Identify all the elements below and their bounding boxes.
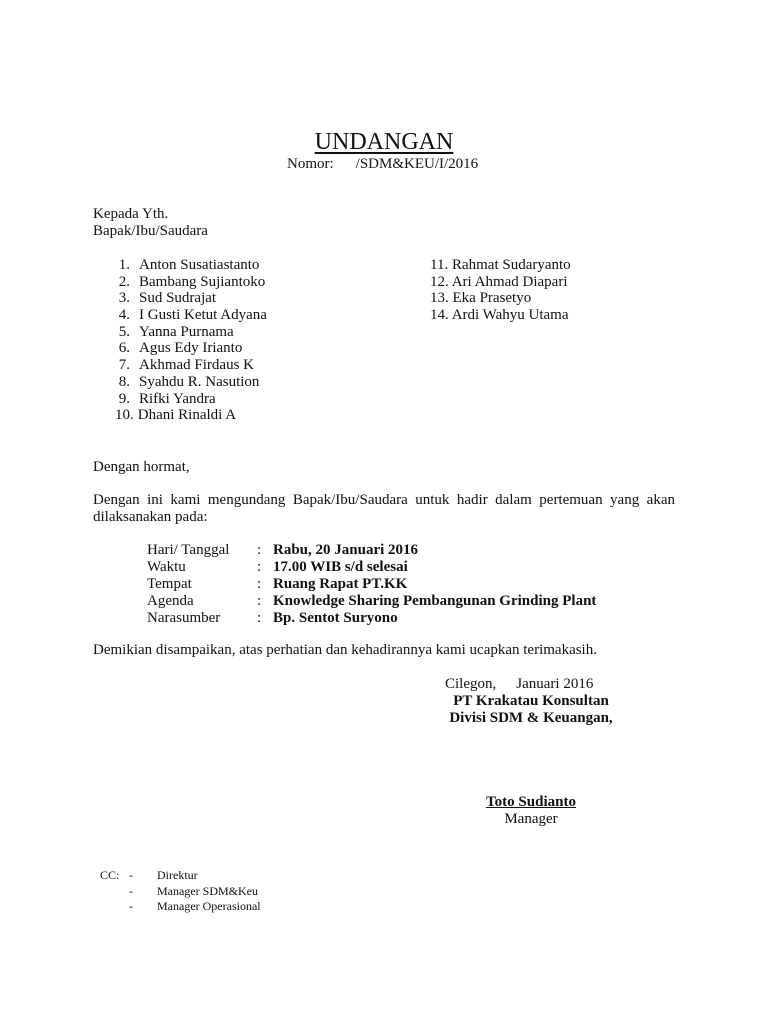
recipient-line-1: Kepada Yth. [93, 206, 169, 222]
invitee-item: 2. Bambang Sujiantoko [118, 273, 266, 290]
signer-position: Manager [504, 811, 558, 827]
letter-number-value: /SDM&KEU/I/2016 [355, 156, 479, 172]
invitee-item: 11. Rahmat Sudaryanto [430, 257, 571, 273]
recipient-line-2: Bapak/Ibu/Saudara [93, 223, 208, 239]
letter-title: UNDANGAN [314, 129, 454, 155]
detail-row-place: Tempat : Ruang Rapat PT.KK [147, 576, 408, 592]
invitee-item: 10. Dhani Rinaldi A [115, 407, 237, 424]
cc-label: CC: [100, 868, 120, 882]
invitee-item: 13. Eka Prasetyo [430, 290, 532, 307]
invitee-item: 4. I Gusti Ketut Adyana [118, 307, 267, 324]
invitee-item: 14. Ardi Wahyu Utama [430, 307, 569, 324]
detail-row-agenda: Agenda : Knowledge Sharing Pembangunan Grinding Plant [147, 593, 597, 609]
invitee-item: 12. Ari Ahmad Diapari [430, 273, 568, 290]
letter-number-label: Nomor: [287, 156, 334, 172]
greeting: Dengan hormat, [93, 459, 190, 475]
cc-list [100, 868, 261, 915]
invitee-item: 1. Anton Susatiastanto [118, 257, 260, 273]
invitee-item: 5. Yanna Purnama [118, 323, 234, 340]
invitee-item: 9. Rifki Yandra [118, 390, 216, 407]
detail-row-speaker: Narasumber : Bp. Sentot Suryono [147, 610, 398, 626]
signer [420, 794, 642, 828]
invitation-body: Dengan ini kami mengundang Bapak/Ibu/Saudara untuk hadir dalam pertemuan yang akan dilaksanakan pada: [93, 492, 675, 525]
detail-row-date: Hari/ Tanggal : Rabu, 20 Januari 2016 [147, 542, 419, 558]
cc-item: CC: - Direktur [100, 868, 198, 882]
invitee-item: 6. Agus Edy Irianto [118, 340, 243, 357]
invitee-list-right [430, 257, 571, 324]
closing-sentence: Demikian disampaikan, atas perhatian dan kehadirannya kami ucapkan terimakasih. [93, 642, 597, 658]
company-name: PT Krakatau Konsultan [453, 693, 609, 709]
detail-row-time: Waktu : 17.00 WIB s/d selesai [147, 559, 408, 575]
cc-item: - Manager SDM&Keu [120, 883, 258, 898]
invitee-item: 8. Syahdu R. Nasution [118, 373, 260, 390]
invitee-item: 3. Sud Sudrajat [118, 290, 217, 307]
signer-name: Toto Sudianto [486, 794, 576, 810]
place-date: Cilegon, Januari 2016 [445, 676, 594, 692]
invitee-list-left [115, 257, 267, 424]
division-name: Divisi SDM & Keuangan, [449, 710, 613, 726]
letter-number [287, 156, 478, 173]
cc-item: - Manager Operasional [120, 899, 261, 913]
event-details [147, 542, 596, 627]
invitee-item: 7. Akhmad Firdaus K [118, 357, 254, 374]
signature-block [420, 676, 642, 727]
